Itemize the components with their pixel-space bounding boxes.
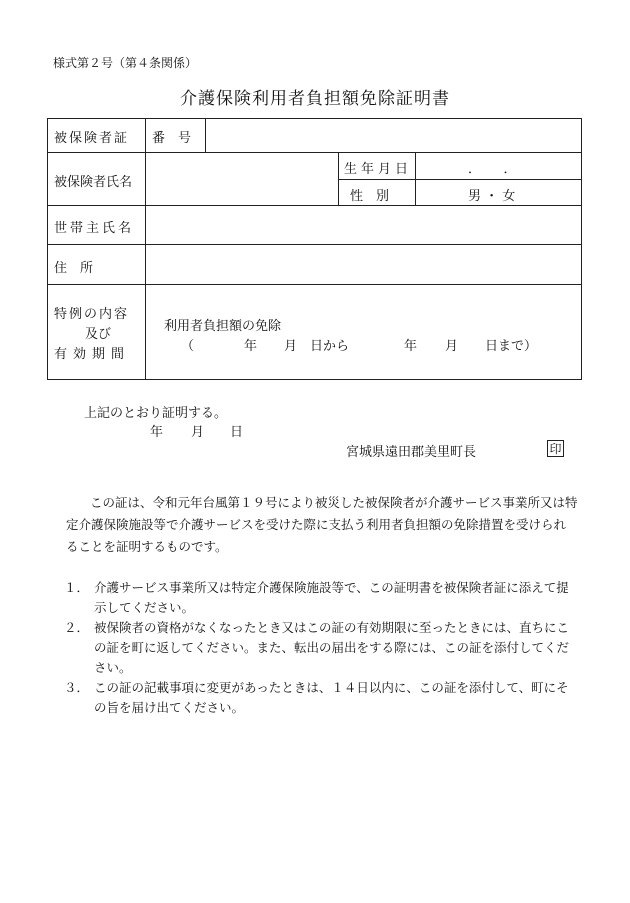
date-month: 月 xyxy=(191,425,205,440)
insured-cert-label: 被保険者証 xyxy=(54,131,130,146)
issuer-name: 宮城県遠田郡美里町長 xyxy=(346,445,477,460)
column-divider xyxy=(145,119,146,379)
explanation-paragraph: この証は、令和元年台風第１９号により被災した被保険者が介護サービス事業所又は特定介護保険施設等で介護サービスを受けた際に支払う利用者負担額の免除措置を受けられることを証明するものです。 xyxy=(66,495,578,554)
note-item xyxy=(66,678,578,718)
column-divider xyxy=(415,152,416,205)
note-item xyxy=(66,578,578,618)
date-year: 年 xyxy=(150,425,164,440)
row-divider xyxy=(48,284,581,285)
period-open-paren: （ xyxy=(181,339,195,354)
number-label: 番 号 xyxy=(152,131,192,146)
note-number: ３． xyxy=(64,680,90,695)
note-item xyxy=(66,618,578,678)
special-and-label: 及び xyxy=(85,327,112,342)
insured-name-label: 被保険者氏名 xyxy=(54,175,133,190)
note-text: 介護サービス事業所又は特定介護保険施設等で、この証明書を被保険者証に添えて提示してください。 xyxy=(94,580,569,615)
seal-box: 印 xyxy=(547,440,564,457)
special-content-label: 特例の内容 xyxy=(54,307,130,322)
householder-label: 世帯主氏名 xyxy=(54,221,135,236)
period-month-to: 月 xyxy=(445,339,459,354)
notes-list xyxy=(66,578,578,718)
householder-field[interactable] xyxy=(148,208,578,242)
note-text: 被保険者の資格がなくなったとき又はこの証の有効期限に至ったときには、直ちにこの証を町に返してください。また、転出の届出をする際には、この証を添付してください。 xyxy=(94,620,570,675)
special-content-value: 利用者負担額の免除 xyxy=(164,319,282,334)
birthdate-label: 生年月日 xyxy=(344,162,413,177)
certify-statement: 上記のとおり証明する。 xyxy=(84,406,228,421)
note-number: ２． xyxy=(64,620,90,635)
row-divider xyxy=(338,179,581,180)
date-day: 日 xyxy=(230,425,244,440)
validity-period-label: 有効期間 xyxy=(54,347,131,362)
number-field[interactable] xyxy=(210,123,578,148)
sex-label: 性 別 xyxy=(350,189,390,204)
period-year-from: 年 xyxy=(244,339,258,354)
row-divider xyxy=(48,205,581,206)
sex-value[interactable]: 男 ・ 女 xyxy=(468,189,516,204)
certificate-table xyxy=(47,118,582,380)
column-divider xyxy=(338,152,339,205)
address-field[interactable] xyxy=(148,247,578,281)
note-number: １． xyxy=(64,580,90,595)
document-title: 介護保険利用者負担額免除証明書 xyxy=(180,89,450,109)
address-label: 住 所 xyxy=(54,261,94,276)
form-number-label: 様式第２号（第４条関係） xyxy=(53,56,198,70)
insured-name-field[interactable] xyxy=(148,155,334,203)
column-divider xyxy=(205,119,206,152)
row-divider xyxy=(48,244,581,245)
period-day-to: 日まで） xyxy=(485,339,538,354)
row-divider xyxy=(48,152,581,153)
note-text: この証の記載事項に変更があったときは、１４日以内に、この証を添付して、町にその旨を届け出てください。 xyxy=(94,680,569,715)
period-day-from: 日から xyxy=(310,339,350,354)
period-month-from: 月 xyxy=(284,339,298,354)
period-year-to: 年 xyxy=(404,339,418,354)
birthdate-value[interactable]: ． ． xyxy=(468,162,525,177)
